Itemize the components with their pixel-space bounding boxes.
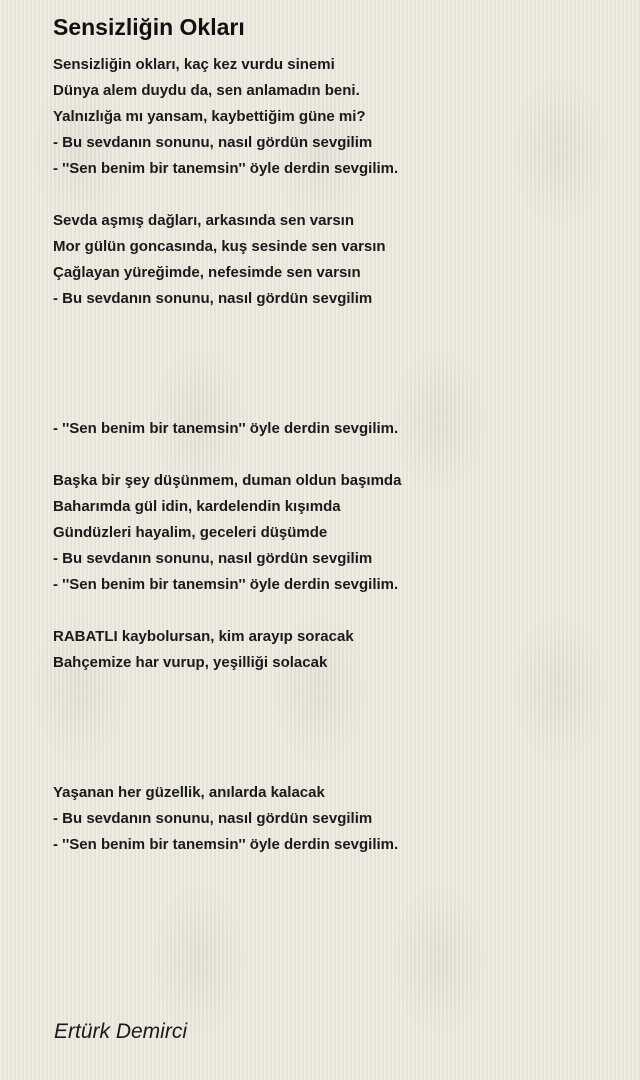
poem-line: Baharımda gül idin, kardelendin kışımda [53, 498, 341, 515]
poem-line: Sevda aşmış dağları, arkasında sen varsın [53, 212, 354, 229]
poem-line: - Bu sevdanın sonunu, nasıl gördün sevgilim [53, 810, 373, 827]
poem-line: - Bu sevdanın sonunu, nasıl gördün sevgilim [53, 134, 373, 151]
poem-line: - Bu sevdanın sonunu, nasıl gördün sevgilim [53, 550, 373, 567]
poem-line: Başka bir şey düşünmem, duman oldun başımda [53, 472, 402, 489]
poem-body [53, 52, 613, 858]
poem-line: - ''Sen benim bir tanemsin'' öyle derdin sevgilim. [53, 836, 399, 853]
poem-line: - ''Sen benim bir tanemsin'' öyle derdin sevgilim. [53, 420, 399, 437]
poem-line: Bahçemize har vurup, yeşilliği solacak [53, 654, 328, 671]
stanza-gap [53, 728, 613, 754]
stanza-gap [53, 442, 613, 468]
poem-line: RABATLI kaybolursan, kim arayıp soracak [53, 628, 354, 645]
stanza-gap [53, 676, 613, 702]
stanza-gap [53, 390, 613, 416]
stanza-gap [53, 338, 613, 364]
poem-line: Yalnızlığa mı yansam, kaybettiğim güne mi? [53, 108, 366, 125]
poem-line: Yaşanan her güzellik, anılarda kalacak [53, 784, 325, 801]
poem-line: - Bu sevdanın sonunu, nasıl gördün sevgilim [53, 290, 373, 307]
poem-line: - ''Sen benim bir tanemsin'' öyle derdin sevgilim. [53, 576, 399, 593]
poem-title: Sensizliğin Okları [53, 14, 245, 40]
poem-line: Dünya alem duydu da, sen anlamadın beni. [53, 82, 360, 99]
stanza-gap [53, 598, 613, 624]
poem-author: Ertürk Demirci [54, 1020, 188, 1043]
poem-line: - ''Sen benim bir tanemsin'' öyle derdin sevgilim. [53, 160, 399, 177]
stanza-gap [53, 364, 613, 390]
stanza-gap [53, 312, 613, 338]
poem-line: Sensizliğin okları, kaç kez vurdu sinemi [53, 56, 335, 73]
stanza-gap [53, 702, 613, 728]
poem-line: Gündüzleri hayalim, geceleri düşümde [53, 524, 328, 541]
stanza-gap [53, 182, 613, 208]
stanza-gap [53, 754, 613, 780]
poem-line: Çağlayan yüreğimde, nefesimde sen varsın [53, 264, 361, 281]
poem-line: Mor gülün goncasında, kuş sesinde sen varsın [53, 238, 386, 255]
